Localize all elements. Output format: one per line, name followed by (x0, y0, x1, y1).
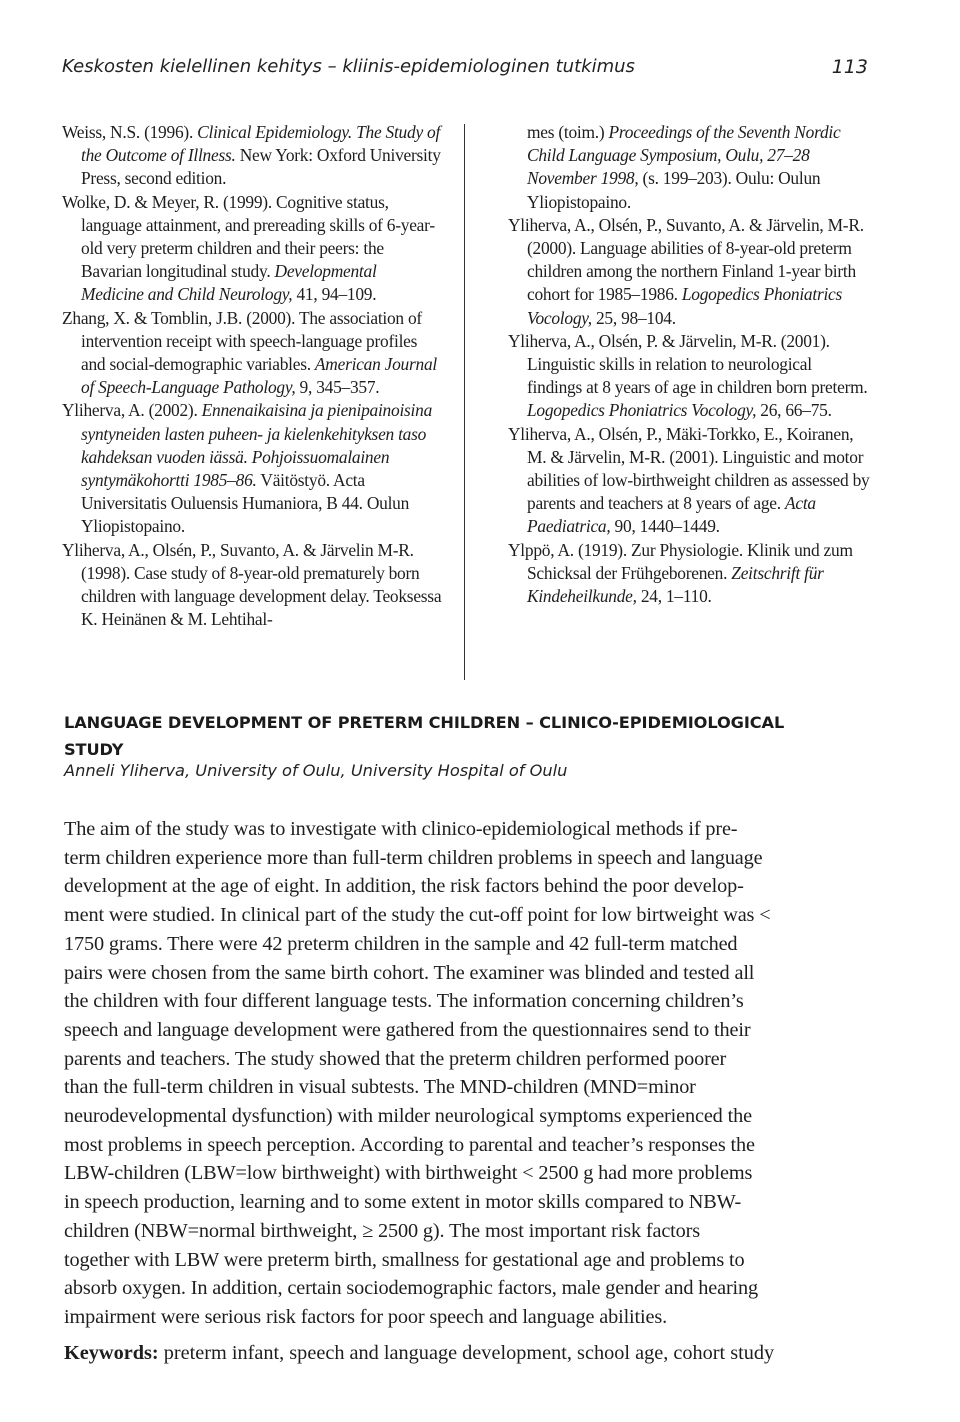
abstract-line: than the full-term children in visual subtests. The MND-children (MND=minor (64, 1076, 696, 1099)
abstract-line: development at the age of eight. In addition, the risk factors behind the poor develop- (64, 875, 744, 898)
keywords-text: preterm infant, speech and language development, school age, cohort study (158, 1342, 775, 1364)
keywords-line (64, 1342, 824, 1365)
reference-entry: Ylppö, A. (1919). Zur Physiologie. Klinik und zum Schicksal der Frühgeborenen. Zeitschrift für Kindeheilkunde, 24, 1–110. (508, 539, 853, 607)
abstract-line: most problems in speech perception. According to parental and teacher’s responses the (64, 1133, 755, 1156)
reference-entry: Yliherva, A. (2002). Ennenaikaisina ja pienipainoisina syntyneiden lasten puheen- ja kielenkehityksen taso kahdeksan vuoden iässä. Pohjoissuomalainen syntymäkohortti 1985–86. Väitöstyö. Acta Universitatis Ouluensis Humaniora, B 44. Oulun Yliopistopaino. (62, 400, 433, 537)
abstract-author: Anneli Yliherva, University of Oulu, University Hospital of Oulu (64, 761, 568, 780)
abstract-line: pairs were chosen from the same birth cohort. The examiner was blinded and tested all (64, 961, 755, 984)
abstract-title: LANGUAGE DEVELOPMENT OF PRETERM CHILDREN – CLINICO-EPIDEMIOLOGICAL STUDY (64, 713, 785, 759)
column-divider (464, 124, 465, 680)
reference-entry: Weiss, N.S. (1996). Clinical Epidemiology. The Study of the Outcome of Illness. New York: Oxford University Press, second edition. (62, 122, 441, 189)
reference-entry: Yliherva, A., Olsén, P., Suvanto, A. & Järvelin M-R. (1998). Case study of 8-year-old prematurely born children with language development delay. Teoksessa K. Heinänen & M. Lehtihal- (62, 539, 442, 630)
running-head (62, 56, 868, 86)
reference-entry: Wolke, D. & Meyer, R. (1999). Cognitive status, language attainment, and prereading skills of 6-year-old very preterm children and their peers: the Bavarian longitudinal study. Developmental Medicine and Child Neurology, 41, 94–109. (62, 191, 435, 305)
abstract-line: absorb oxygen. In addition, certain sociodemographic factors, male gender and hearing (64, 1277, 759, 1300)
running-title: Keskosten kielellinen kehitys – kliinis-epidemiologinen tutkimus (62, 56, 635, 77)
reference-entry: Yliherva, A., Olsén, P. & Järvelin, M-R. (2001). Linguistic skills in relation to neurological findings at 8 years of age in children born preterm. Logopedics Phoniatrics Vocology, 26, 66–75. (508, 330, 868, 421)
abstract-line: in speech production, learning and to some extent in motor skills compared to NBW- (64, 1191, 742, 1214)
references-right-column (508, 121, 870, 608)
page-number: 113 (831, 56, 868, 78)
reference-entry: Yliherva, A., Olsén, P., Suvanto, A. & Järvelin, M-R. (2000). Language abilities of 8-year-old preterm children among the northern Finland 1-year birth cohort for 1985–1986. Logopedics Phoniatrics Vocology, 25, 98–104. (508, 214, 864, 328)
abstract-line: together with LBW were preterm birth, smallness for gestational age and problems to (64, 1248, 745, 1271)
abstract-body (64, 815, 816, 1332)
reference-entry: Yliherva, A., Olsén, P., Mäki-Torkko, E., Koiranen, M. & Järvelin, M-R. (2001). Linguistic and motor abilities of low-birthweight children as assessed by parents and teachers at 8 years of age. Acta Paediatrica, 90, 1440–1449. (508, 423, 870, 537)
abstract-line: speech and language development were gathered from the questionnaires send to their (64, 1018, 751, 1041)
abstract-line: parents and teachers. The study showed that the preterm children performed poorer (64, 1047, 727, 1070)
abstract-line: 1750 grams. There were 42 preterm children in the sample and 42 full-term matched (64, 932, 738, 955)
reference-entry: Zhang, X. & Tomblin, J.B. (2000). The association of intervention receipt with speech-language profiles and social-demographic variables. American Journal of Speech-Language Pathology, 9, 345–357. (62, 307, 437, 398)
abstract-line: term children experience more than full-term children problems in speech and language (64, 846, 763, 869)
abstract-line: impairment were serious risk factors for poor speech and language abilities. (64, 1305, 668, 1328)
abstract-line: children (NBW=normal birthweight, ≥ 2500 g). The most important risk factors (64, 1219, 701, 1242)
abstract-line: LBW-children (LBW=low birthweight) with birthweight < 2500 g had more problems (64, 1162, 753, 1185)
abstract-line: neurodevelopmental dysfunction) with milder neurological symptoms experienced the (64, 1105, 752, 1128)
abstract-line: the children with four different language tests. The information concerning children’s (64, 990, 744, 1013)
abstract-line: The aim of the study was to investigate with clinico-epidemiological methods if pre- (64, 818, 738, 840)
abstract-line: ment were studied. In clinical part of the study the cut-off point for low birtweight was < (64, 904, 771, 927)
reference-entry: mes (toim.) Proceedings of the Seventh Nordic Child Language Symposium, Oulu, 27–28 November 1998, (s. 199–203). Oulu: Oulun Yliopistopaino. (527, 122, 841, 212)
keywords-label: Keywords: (64, 1342, 159, 1364)
references-left-column (62, 121, 442, 631)
